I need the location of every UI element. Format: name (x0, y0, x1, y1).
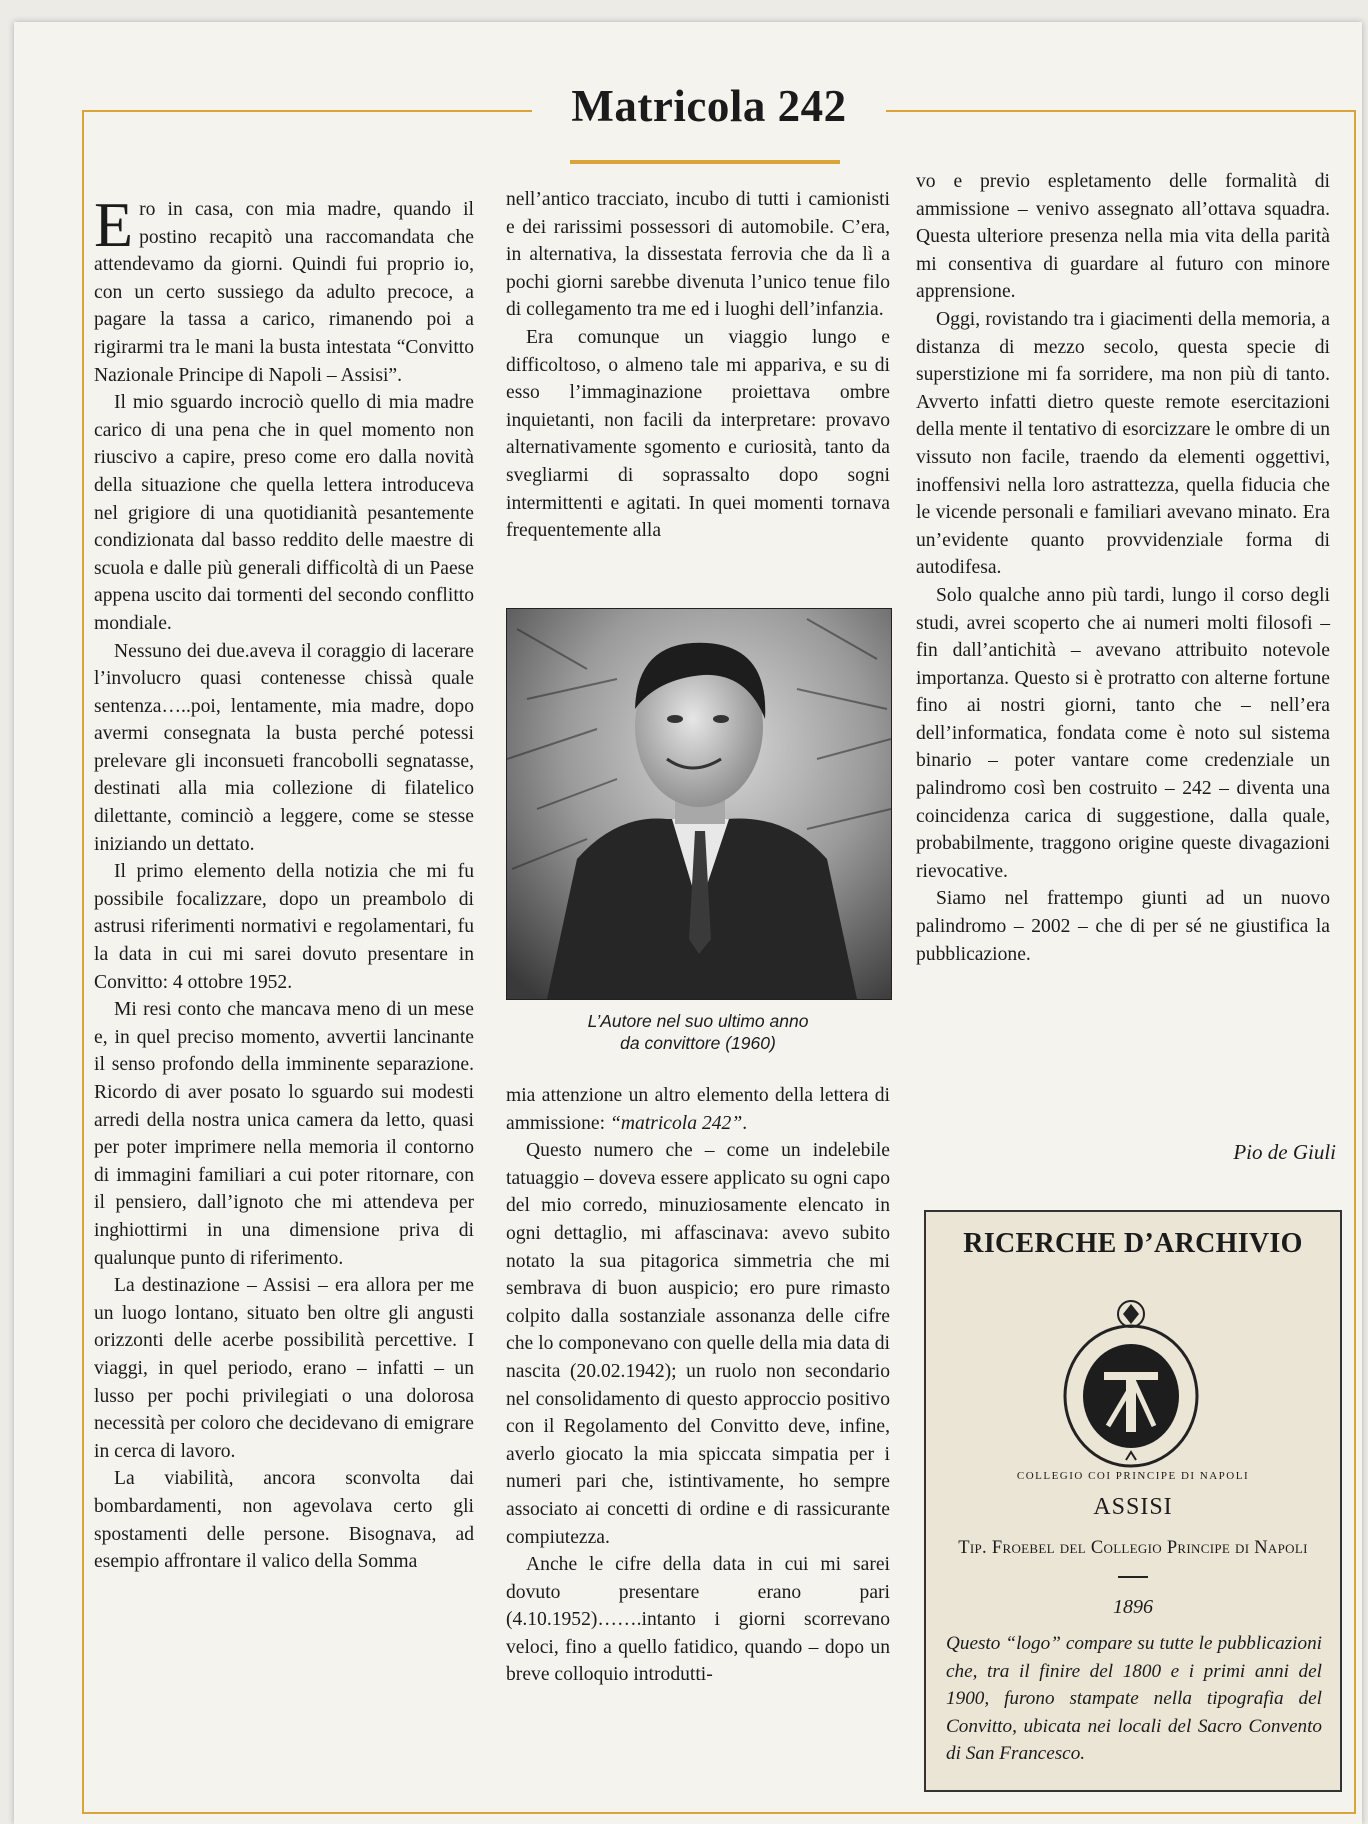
column-2-top (506, 186, 890, 545)
paragraph (94, 189, 474, 389)
paragraph: Oggi, rovistando tra i giacimenti della memoria, a distanza di mezzo secolo, questa specie di superstizione mi fa sorridere, ma non più di tanto. Avverto infatti dietro queste remote esercitazioni della mente il tentativo di esorcizzare le ombre di un vissuto non facile, traendo da elementi oggettivi, inoffensivi nella loro astrattezza, quella fiducia che le vicende personali e familiari avevano minato. Era un’evidente quanto provvidenziale forma di autodifesa. (916, 308, 1330, 579)
archive-note: Questo “logo” compare su tutte le pubblicazioni che, tra il finire del 1800 e i primi anni del 1900, furono stampate nella tipografia del Convitto, ubicata nei locali del Sacro Convento di San Francesco. (946, 1633, 1322, 1764)
paragraph (506, 1082, 890, 1137)
paragraph: Mi resi conto che mancava meno di un mese e, in quel preciso momento, avvertii lancinante il senso profondo della imminente separazione. Ricordo di aver posato lo sguardo sui modesti arredi della nostra unica camera da letto, quasi per poter imprimere nella memoria il contorno di immagini familiari a cui poter ritornare, con il pensiero, dall’ignoto che mi attendeva per inghiottirmi in una dimensione priva di qualunque punto di riferimento. (94, 999, 474, 1269)
column-1 (94, 189, 474, 1576)
column-3 (916, 168, 1330, 968)
paragraph: Nessuno dei due.aveva il coraggio di lacerare l’involucro quasi contenesse chissà quale sentenza…..poi, lentamente, mia madre, dopo avermi consegnata la busta perché potessi prelevare gli inconsueti francobolli segnatasse, destinati alla mia collezione di filatelico dilettante, cominciò a leggere, come se stesse iniziando un dettato. (94, 640, 474, 855)
archive-dash (1118, 1576, 1148, 1578)
title-underline (570, 160, 840, 164)
paragraph: La destinazione – Assisi – era allora per me un luogo lontano, situato ben oltre gli angusti orizzonti delle acerbe possibilità percettive. I viaggi, in quel periodo, erano – infatti – un lusso per pochi privilegiati o una dolorosa necessità per coloro che decidevano di emigrare in cerca di lavoro. (94, 1275, 474, 1462)
caption-line: da convittore (1960) (620, 1033, 776, 1053)
photo-illustration (507, 609, 891, 999)
archive-printer: Tip. Froebel del Collegio Principe di Napoli (958, 1538, 1308, 1558)
column-2-bottom (506, 1082, 890, 1689)
paragraph-text: mia attenzione un altro elemento della lettera di ammissione: (506, 1085, 890, 1134)
archive-title: RICERCHE D’ARCHIVIO (963, 1228, 1303, 1259)
paragraph-end: . (742, 1112, 748, 1134)
matricola-quote: “matricola 242” (609, 1112, 743, 1134)
paragraph-text: ro in casa, con mia madre, quando il postino recapitò una raccomandata che attendevamo da giorni. Quindi fui proprio io, con un certo sussiego da adulto precoce, a pagare la tassa a carico, rimanendo poi a rigirarmi tra le mani la busta intestata “Convitto Nazionale Principe di Napoli – Assisi”. (94, 199, 474, 386)
paragraph: Siamo nel frattempo giunti ad un nuovo palindromo – 2002 – che di per sé ne giustifica la pubblicazione. (916, 888, 1330, 965)
paragraph: Il mio sguardo incrociò quello di mia madre carico di una pena che in quel momento non riuscivo a capire, preso come ero dalla novità della situazione che quella lettera introduceva nel grigiore di una quotidianità pesantemente condizionata dal basso reddito delle maestre di scuola e dalle più generali difficoltà di un Paese appena uscito dai tormenti del secondo conflitto mondiale. (94, 392, 474, 634)
author-signature: Pio de Giuli (1233, 1140, 1336, 1164)
paragraph: Era comunque un viaggio lungo e difficoltoso, o almeno tale mi appariva, e su di esso l’immaginazione proiettava ombre inquietanti, non facili da interpretare: provavo alternativamente sgomento e curiosità, tanto da svegliarmi di soprassalto dopo sogni intermittenti e agitati. In quei momenti tornava frequentemente alla (506, 326, 890, 542)
archive-place: ASSISI (1093, 1494, 1173, 1520)
seal-text: COLLEGIO COI PRINCIPE DI NAPOLI (1016, 1470, 1250, 1482)
archive-box (924, 1210, 1342, 1792)
college-seal-logo (1056, 1296, 1206, 1468)
drop-cap: E (94, 189, 134, 260)
paragraph: Questo numero che – come un indelebile tatuaggio – doveva essere applicato su ogni capo del mio corredo, minuziosamente elencato in ogni dettaglio, mi affascinava: avevo subito notato la sua pitagorica simmetria che mi sembrava di buon auspicio; ero pure rimasto colpito dalla sostanziale assonanza delle cifre che lo componevano con quelle della mia data di nascita (20.02.1942); un ruolo non secondario nel consolidamento di questo approccio positivo con il Regolamento del Convitto deve, infine, averlo giocato la mia spiccata simpatia per i numeri pari che, istintivamente, ho sempre associato ai concetti di ordine e di rassicurante compiutezza. (506, 1140, 890, 1548)
paragraph: vo e previo espletamento delle formalità di ammissione – venivo assegnato all’ottava squadra. Questa ulteriore presenza nella mia vita della parità mi consentiva di guardare al futuro con minore apprensione. (916, 171, 1330, 303)
archive-year: 1896 (1113, 1596, 1153, 1618)
paragraph: Solo qualche anno più tardi, lungo il corso degli studi, avrei scoperto che ai numeri molti filosofi – fin dall’antichità – avevano attribuito notevole importanza. Questo si è protratto con alterne fortune fino ai nostri giorni, tanto che – nell’era dell’informatica, fondata come è noto sul sistema binario – poter vantare come credenziale un palindromo così ben costruito – 242 – diventa una coincidenza carica di suggestione, dalla quale, probabilmente, traggono origine queste divagazioni rievocative. (916, 584, 1330, 882)
author-photo (506, 608, 892, 1000)
paragraph: Anche le cifre della data in cui mi sarei dovuto presentare erano pari (4.10.1952)…….intanto i giorni scorrevano veloci, fino a quello fatidico, quando – dopo un breve colloquio introdutti- (506, 1554, 890, 1686)
paragraph: nell’antico tracciato, incubo di tutti i camionisti e dei rarissimi possessori di automobile. C’era, in alternativa, la dissestata ferrovia che da lì a pochi giorni sarebbe divenuta l’unico tenue filo di collegamento tra me ed i luoghi dell’infanzia. (506, 189, 890, 321)
article-title: Matricola 242 (571, 81, 847, 131)
paragraph: La viabilità, ancora sconvolta dai bombardamenti, non agevolava certo gli spostamenti delle persone. Bisognava, ad esempio affrontare il valico della Somma (94, 1468, 474, 1573)
caption-line: L’Autore nel suo ultimo anno (587, 1011, 809, 1031)
photo-caption (506, 1010, 890, 1054)
paragraph: Il primo elemento della notizia che mi fu possibile focalizzare, dopo un preambolo di astrusi riferimenti normativi e regolamentari, fu la data in cui mi sarei dovuto presentare in Convitto: 4 ottobre 1952. (94, 861, 474, 993)
